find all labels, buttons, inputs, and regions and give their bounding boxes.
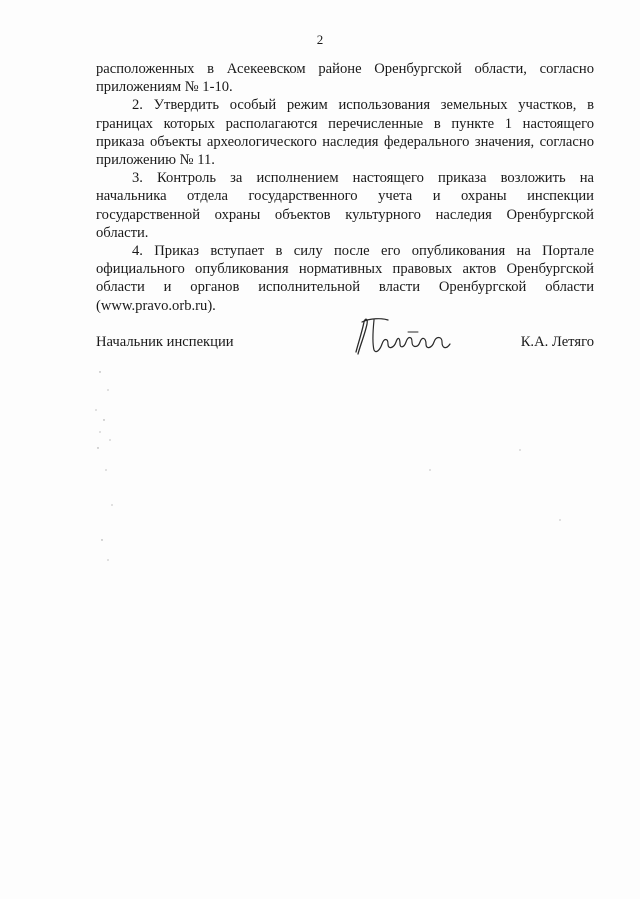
paragraph-continuation: расположенных в Асекеевском районе Оренбургской области, согласно приложениям № 1-10. bbox=[96, 61, 594, 96]
page-number: 2 bbox=[316, 32, 324, 47]
paragraph-item-2: 2. Утвердить особый режим использования земельных участков, в границах которых располагаются перечисленные в пункте 1 настоящего приказа объекты археологического наследия федерального значения, согласно приложению № 11. bbox=[96, 97, 594, 169]
handwritten-signature bbox=[348, 314, 468, 358]
paragraph-item-4: 4. Приказ вступает в силу после его опубликования на Портале официального опубликования нормативных правовых актов Оренбургской области и органов исполнительной власти Оренбургской области (www.pravo.orb.ru). bbox=[96, 243, 594, 314]
paragraph-item-3: 3. Контроль за исполнением настоящего приказа возложить на начальника отдела государственного учета и охраны инспекции государственной охраны объектов культурного наследия Оренбургской области. bbox=[96, 170, 594, 241]
document-body bbox=[96, 60, 594, 315]
signatory-name: К.А. Летяго bbox=[520, 334, 594, 350]
signatory-position: Начальник инспекции bbox=[96, 334, 234, 350]
signature-block bbox=[96, 330, 594, 360]
